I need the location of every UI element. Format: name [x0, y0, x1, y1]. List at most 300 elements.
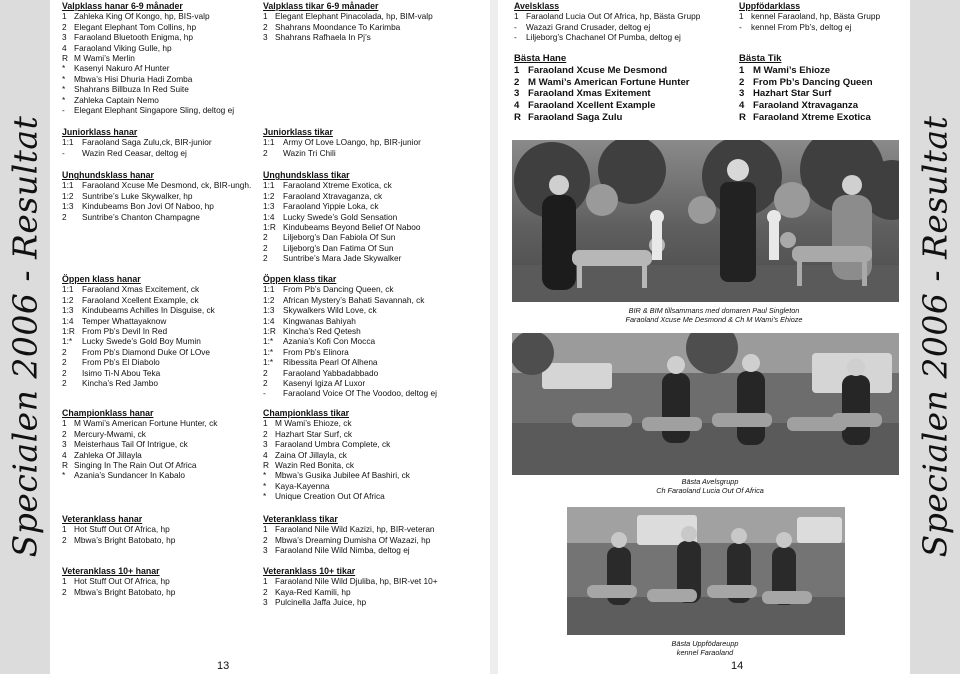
result-row [263, 587, 438, 597]
section-heading: Öppen klass hanar [62, 274, 141, 284]
right-spine [910, 0, 960, 674]
dog-name: Faraoland Yippie Loka, ck [283, 201, 379, 212]
placement: 2 [263, 586, 268, 597]
result-row [739, 112, 873, 124]
photo3-caption [600, 640, 810, 658]
dog-name: Azania’s Sundancer In Kabalo [74, 470, 186, 481]
dog-name: Wazin Red Ceasar, deltog ej [82, 147, 187, 158]
dog-name: Faraoland Xcellent Example [528, 100, 656, 112]
result-row [62, 418, 217, 428]
result-row [263, 212, 420, 222]
dog-name: M Wami’s Merlin [74, 53, 135, 64]
result-row [62, 105, 234, 115]
placement: 1:1 [263, 137, 275, 148]
result-row [263, 460, 410, 470]
result-row [263, 180, 420, 190]
section-heading: Unghundsklass tikar [263, 170, 350, 180]
result-row [263, 243, 420, 253]
dog-name: From Pb’s Dancing Queen [753, 76, 873, 88]
dog-name: kennel From Pb’s, deltog ej [751, 21, 852, 32]
placement: 2 [739, 76, 745, 88]
result-row [62, 587, 175, 597]
dog-name: Zahleka Of Jillayla [74, 449, 142, 460]
result-row [263, 357, 437, 367]
result-row [514, 88, 690, 100]
placement: 1:3 [263, 305, 275, 316]
caption-line: kennel Faraoland [676, 647, 734, 657]
placement: - [514, 32, 517, 43]
dog-name: Hazhart Star Surf, ck [275, 428, 353, 439]
placement: 2 [263, 378, 268, 389]
result-row [62, 347, 215, 357]
placement: 1:3 [263, 201, 275, 212]
placement: R [739, 111, 746, 123]
placement: 1 [62, 576, 67, 587]
result-row [62, 84, 234, 94]
section-heading: Veteranklass hanar [62, 514, 143, 524]
dog-name: Army Of Love LOango, hp, BIR-junior [283, 137, 421, 148]
placement: 1:1 [263, 284, 275, 295]
dog-name: Kaya-Kayenna [275, 480, 330, 491]
result-row [263, 191, 420, 201]
placement: 1 [62, 524, 67, 535]
caption-line: Bästa Uppfödareupp [671, 639, 739, 648]
placement: 1 [62, 11, 67, 22]
result-section [263, 127, 421, 158]
dog-name: Wazazi Grand Crusader, deltog ej [526, 21, 651, 32]
placement: 1 [514, 11, 519, 22]
placement: 4 [739, 100, 745, 112]
section-heading: Bästa Hane [514, 53, 567, 64]
placement: 3 [62, 32, 67, 43]
dog-name: Kaya-Red Kamili, hp [275, 586, 351, 597]
dog-name: Faraoland Xtravaganza [753, 100, 859, 112]
result-row [62, 180, 251, 190]
result-row [62, 11, 234, 21]
dog-name: Ribessita Pearl Of Alhena [283, 357, 378, 368]
placement: 2 [62, 378, 67, 389]
result-row [263, 439, 410, 449]
placement: 1 [739, 64, 745, 76]
placement: 3 [263, 32, 268, 43]
result-row [62, 470, 217, 480]
dog-name: Faraoland Xcuse Me Desmond, ck, BIR-ungh. [82, 180, 252, 191]
dog-name: Mbwa’s Dreaming Dumisha Of Wazazi, hp [275, 534, 431, 545]
placement: 2 [263, 534, 268, 545]
page-gutter [490, 0, 498, 674]
result-row [62, 576, 175, 586]
result-section [263, 170, 420, 264]
result-row [739, 65, 873, 77]
result-row [739, 88, 873, 100]
placement: 1:1 [62, 284, 74, 295]
placement: R [62, 460, 68, 471]
dog-name: Faraoland Voice Of The Voodoo, deltog ej [283, 388, 437, 399]
result-row [263, 418, 410, 428]
placement: R [514, 111, 521, 123]
result-section [62, 408, 217, 481]
result-section [62, 170, 251, 222]
placement: 2 [263, 21, 268, 32]
photo-basta-uppfodargrupp [567, 507, 845, 635]
result-section [62, 514, 175, 545]
result-section [263, 274, 437, 399]
placement: 2 [263, 253, 268, 264]
result-row [514, 65, 690, 77]
dog-name: Elegant Elephant Singapore Sling, deltog ej [74, 105, 235, 116]
dog-name: Zaina Of Jillayla, ck [275, 449, 347, 460]
result-row [263, 597, 438, 607]
placement: 3 [514, 88, 520, 100]
placement: 1:2 [263, 294, 275, 305]
photo2-caption [605, 478, 815, 496]
placement: 2 [62, 534, 67, 545]
dog-name: Faraoland Xtreme Exotica [753, 111, 871, 123]
result-row [62, 368, 215, 378]
result-row [62, 201, 251, 211]
result-row [263, 137, 421, 147]
section-heading: Veteranklass 10+ tikar [263, 566, 356, 576]
dog-name: Faraoland Xmas Excitement, ck [82, 284, 200, 295]
result-row [62, 357, 215, 367]
section-heading: Unghundsklass hanar [62, 170, 154, 180]
result-row [263, 232, 420, 242]
result-row [263, 326, 437, 336]
result-row [263, 545, 435, 555]
placement: 2 [263, 367, 268, 378]
dog-name: Singing In The Rain Out Of Africa [74, 460, 197, 471]
section-heading: Juniorklass hanar [62, 127, 138, 137]
result-section [62, 127, 212, 158]
result-section [62, 1, 234, 115]
placement: 1 [62, 418, 67, 429]
dog-name: Kindubeams Bon Jovi Of Naboo, hp [82, 201, 214, 212]
dog-name: Faraoland Saga Zulu [528, 111, 623, 123]
result-section [263, 566, 438, 608]
result-row [514, 32, 700, 42]
photo-basta-avelsgrupp [512, 333, 899, 475]
dog-name: Shahrans Billbuza In Red Suite [74, 84, 189, 95]
result-row [62, 524, 175, 534]
result-row [263, 576, 438, 586]
basta-hane-section [514, 53, 690, 124]
placement: 1 [739, 11, 744, 22]
result-row [62, 43, 234, 53]
dog-name: African Mystery’s Bahati Savannah, ck [283, 294, 425, 305]
basta-tik-section [739, 53, 873, 124]
dog-name: Zahleka Captain Nemo [74, 94, 159, 105]
dog-name: Hot Stuff Out Of Africa, hp [74, 524, 170, 535]
spine-title-right: Specialen 2006 - Resultat [915, 115, 955, 558]
result-row [514, 77, 690, 89]
section-heading: Veteranklass 10+ hanar [62, 566, 160, 576]
result-row [62, 32, 234, 42]
section-heading: Valpklass tikar 6-9 månader [263, 1, 379, 11]
page-number-left: 13 [217, 660, 230, 672]
placement: 1:4 [263, 211, 275, 222]
placement: 1 [514, 64, 520, 76]
dog-name: M Wami’s American Fortune Hunter [528, 76, 690, 88]
result-row [263, 491, 410, 501]
placement: 2 [62, 586, 67, 597]
uppfodarklass-section [739, 1, 880, 32]
result-row [263, 450, 410, 460]
placement: * [62, 84, 66, 95]
caption-line: Faraoland Xcuse Me Desmond & Ch M Wami’s Ehioze [625, 314, 803, 324]
placement: 2 [263, 232, 268, 243]
dog-name: Mbwa’s Hisi Dhuria Hadi Zomba [74, 73, 193, 84]
placement: 2 [62, 346, 67, 357]
placement: * [62, 63, 66, 74]
result-row [263, 470, 410, 480]
result-row [62, 191, 251, 201]
dog-name: Wazin Red Bonita, ck [275, 460, 355, 471]
dog-name: Wazin Tri Chili [283, 147, 336, 158]
dog-name: Faraoland Xtravaganza, ck [283, 190, 383, 201]
result-row [62, 148, 212, 158]
placement: * [263, 470, 267, 481]
result-row [739, 11, 880, 21]
result-row [62, 63, 234, 73]
result-row [739, 100, 873, 112]
result-row [263, 535, 435, 545]
placement: * [62, 73, 66, 84]
dog-name: Faraoland Bluetooth Enigma, hp [74, 32, 194, 43]
result-row [62, 95, 234, 105]
placement: 3 [263, 597, 268, 608]
placement: 2 [514, 76, 520, 88]
section-heading: Öppen klass tikar [263, 274, 337, 284]
placement: 1:2 [263, 190, 275, 201]
result-row [739, 22, 880, 32]
result-row [263, 148, 421, 158]
dog-name: Mbwa’s Gusika Jubilee Af Bashiri, ck [275, 470, 410, 481]
photo1-caption [609, 307, 819, 325]
placement: * [62, 470, 66, 481]
placement: 4 [62, 449, 67, 460]
dog-name: Faraoland Nile Wild Djuliba, hp, BIR-vet 10+ [275, 576, 438, 587]
dog-name: Kindubeams Beyond Belief Of Naboo [283, 222, 421, 233]
dog-name: M Wami’s American Fortune Hunter, ck [74, 418, 218, 429]
dog-name: From Pb’s El Diabolo [82, 357, 160, 368]
left-spine [0, 0, 50, 674]
dog-name: Kingwanas Bahiyah [283, 315, 356, 326]
result-row [263, 524, 435, 534]
placement: 1:1 [263, 180, 275, 191]
dog-name: Suntribe’s Luke Skywalker, hp [82, 190, 193, 201]
result-row [263, 295, 437, 305]
dog-name: Faraoland Yabbadabbado [283, 367, 379, 378]
result-row [263, 305, 437, 315]
dog-name: From Pb’s Devil In Red [82, 326, 168, 337]
dog-name: Zahleka King Of Kongo, hp, BIS-valp [74, 11, 210, 22]
placement: 1 [263, 418, 268, 429]
placement: 1:* [263, 336, 274, 347]
page-number-right: 14 [731, 660, 744, 672]
placement: 1:* [62, 336, 73, 347]
dog-name: Faraoland Saga Zulu,ck, BIR-junior [82, 137, 212, 148]
result-row [62, 295, 215, 305]
dog-name: Liljeborg’s Chachanel Of Pumba, deltog ej [526, 32, 681, 43]
section-heading: Championklass hanar [62, 408, 154, 418]
dog-name: Kasenyi Igiza Af Luxor [283, 378, 366, 389]
result-row [514, 11, 700, 21]
result-row [739, 77, 873, 89]
dog-name: Lucky Swede’s Gold Boy Mumin [82, 336, 201, 347]
dog-name: Mbwa’s Bright Batobato, hp [74, 534, 176, 545]
dog-name: Unique Creation Out Of Africa [275, 491, 385, 502]
result-row [263, 336, 437, 346]
placement: 1 [263, 11, 268, 22]
result-row [62, 284, 215, 294]
result-row [263, 368, 437, 378]
dog-name: M Wami’s Ehioze, ck [275, 418, 352, 429]
dog-name: Faraoland Nile Wild Nimba, deltog ej [275, 545, 410, 556]
result-row [263, 32, 433, 42]
dog-name: Faraoland Xmas Exitement [528, 88, 651, 100]
result-section [263, 408, 410, 502]
dog-name: Mercury-Mwami, ck [74, 428, 146, 439]
result-row [62, 212, 251, 222]
result-row [62, 439, 217, 449]
section-heading: Valpklass hanar 6-9 månader [62, 1, 183, 11]
placement: 2 [62, 367, 67, 378]
placement: 2 [62, 357, 67, 368]
placement: 2 [62, 428, 67, 439]
result-section [263, 1, 433, 43]
placement: 4 [514, 100, 520, 112]
placement: 1:R [263, 222, 276, 233]
dog-name: From Pb’s Diamond Duke Of LOve [82, 346, 211, 357]
placement: 4 [62, 42, 67, 53]
placement: * [263, 480, 267, 491]
section-heading: Juniorklass tikar [263, 127, 333, 137]
placement: 1:1 [62, 180, 74, 191]
placement: 3 [263, 439, 268, 450]
result-row [62, 53, 234, 63]
placement: 3 [739, 88, 745, 100]
caption-line: Ch Faraoland Lucia Out Of Africa [656, 485, 764, 495]
dog-name: Kincha’s Red Jambo [82, 378, 158, 389]
result-row [514, 100, 690, 112]
placement: 1:2 [62, 294, 74, 305]
section-heading: Bästa Tik [739, 53, 782, 64]
placement: 2 [263, 242, 268, 253]
placement: 2 [263, 147, 268, 158]
dog-name: Azania’s Kofi Con Mocca [283, 336, 376, 347]
placement: - [739, 21, 742, 32]
result-row [62, 336, 215, 346]
result-row [62, 326, 215, 336]
dog-name: Mbwa’s Bright Batobato, hp [74, 586, 176, 597]
result-row [62, 450, 217, 460]
result-section [263, 514, 435, 556]
dog-name: Faraoland Xcuse Me Desmond [528, 64, 668, 76]
result-row [62, 74, 234, 84]
placement: * [263, 491, 267, 502]
placement: 1:R [62, 326, 75, 337]
result-row [263, 429, 410, 439]
dog-name: M Wami’s Ehioze [753, 64, 831, 76]
placement: 1:2 [62, 190, 74, 201]
result-row [62, 305, 215, 315]
dog-name: Meisterhaus Tail Of Intrigue, ck [74, 439, 188, 450]
dog-name: Faraoland Xtreme Exotica, ck [283, 180, 392, 191]
placement: - [514, 21, 517, 32]
dog-name: Suntribe’s Chanton Champagne [82, 211, 200, 222]
dog-name: From Pb’s Elinora [283, 346, 349, 357]
dog-name: Suntribe’s Mara Jade Skywalker [283, 253, 402, 264]
result-row [263, 378, 437, 388]
dog-name: Elegant Elephant Pinacolada, hp, BIM-valp [275, 11, 433, 22]
section-heading: Uppfödarklass [739, 1, 801, 11]
result-row [263, 222, 420, 232]
placement: 1:4 [62, 315, 74, 326]
dog-name: Temper Whattayaknow [82, 315, 167, 326]
result-row [263, 22, 433, 32]
dog-name: Faraoland Xcellent Example, ck [82, 294, 199, 305]
result-row [62, 429, 217, 439]
placement: 2 [263, 428, 268, 439]
placement: 3 [263, 545, 268, 556]
placement: 1:1 [62, 137, 74, 148]
placement: 1:R [263, 326, 276, 337]
result-row [62, 460, 217, 470]
dog-name: Faraoland Nile Wild Kazizi, hp, BIR-veteran [275, 524, 435, 535]
dog-name: Elegant Elephant Tom Collins, hp [74, 21, 197, 32]
result-row [514, 112, 690, 124]
result-row [514, 22, 700, 32]
result-row [263, 481, 410, 491]
dog-name: Isimo Ti-N Abou Teka [82, 367, 161, 378]
dog-name: Faraoland Umbra Complete, ck [275, 439, 391, 450]
caption-line: BIR & BIM tillsammans med domaren Paul Singleton [628, 306, 800, 315]
placement: * [62, 94, 66, 105]
result-row [263, 347, 437, 357]
dog-name: Liljeborg’s Dan Fatima Of Sun [283, 242, 394, 253]
section-heading: Veteranklass tikar [263, 514, 338, 524]
result-row [62, 378, 215, 388]
placement: 1:4 [263, 315, 275, 326]
placement: 2 [62, 211, 67, 222]
dog-name: Hazhart Star Surf [753, 88, 832, 100]
placement: - [263, 388, 266, 399]
placement: R [263, 460, 269, 471]
result-row [263, 11, 433, 21]
result-row [62, 535, 175, 545]
dog-name: Kasenyi Nakuro Af Hunter [74, 63, 170, 74]
dog-name: Hot Stuff Out Of Africa, hp [74, 576, 170, 587]
placement: 3 [62, 439, 67, 450]
result-section [62, 566, 175, 597]
placement: 4 [263, 449, 268, 460]
placement: 1:3 [62, 305, 74, 316]
result-row [62, 22, 234, 32]
dog-name: Liljeborg’s Dan Fabiola Of Sun [283, 232, 396, 243]
dog-name: kennel Faraoland, hp, Bästa Grupp [751, 11, 881, 22]
photo-bir-bim [512, 140, 899, 302]
placement: 1:3 [62, 201, 74, 212]
placement: - [62, 147, 65, 158]
section-heading: Avelsklass [514, 1, 560, 11]
placement: - [62, 105, 65, 116]
avelsklass-section [514, 1, 700, 43]
result-row [263, 284, 437, 294]
spine-title-left: Specialen 2006 - Resultat [5, 115, 45, 558]
dog-name: Kincha’s Red Qetesh [283, 326, 361, 337]
placement: 1 [263, 576, 268, 587]
result-row [263, 201, 420, 211]
